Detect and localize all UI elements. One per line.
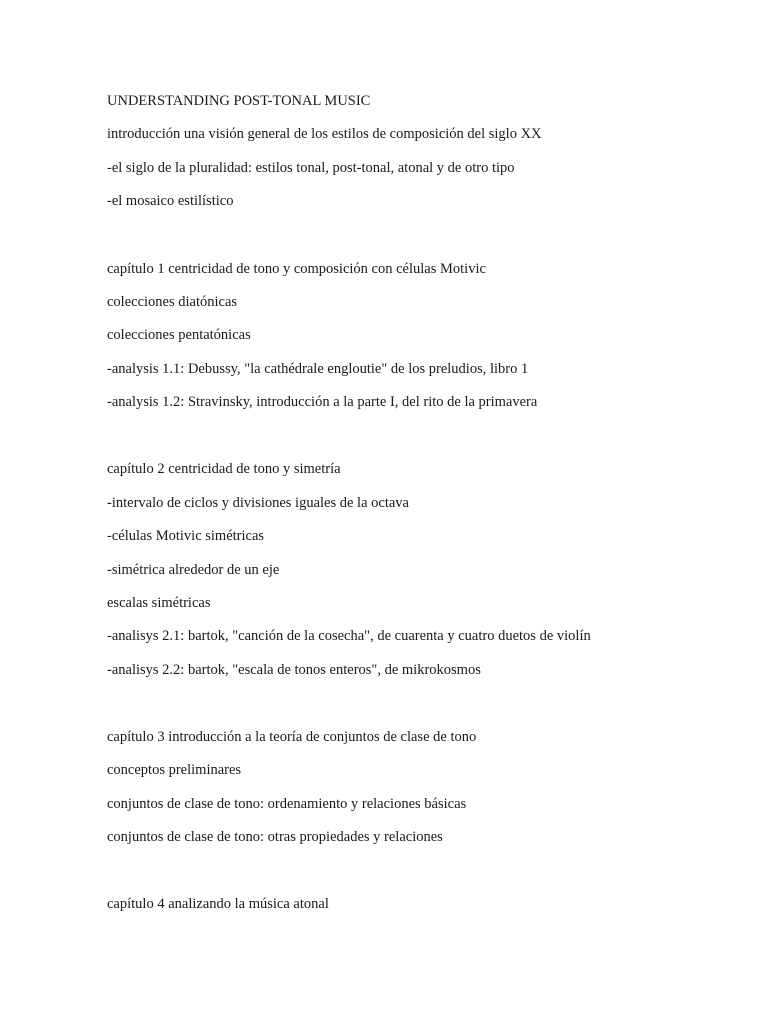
chapter-1-item: colecciones pentatónicas <box>107 327 251 343</box>
intro-item: -el siglo de la pluralidad: estilos tonal, post-tonal, atonal y de otro tipo <box>107 160 515 176</box>
chapter-1-item: colecciones diatónicas <box>107 294 238 310</box>
chapter-1-item: -analysis 1.2: Stravinsky, introducción a la parte I, del rito de la primavera <box>107 394 538 410</box>
chapter-2-item: escalas simétricas <box>107 595 211 611</box>
chapter-2-item: -analisys 2.1: bartok, "canción de la cosecha", de cuarenta y cuatro duetos de violín <box>107 628 591 644</box>
chapter-1-item: -analysis 1.1: Debussy, "la cathédrale engloutie" de los preludios, libro 1 <box>107 361 529 377</box>
chapter-3-item: conjuntos de clase de tono: otras propiedades y relaciones <box>107 829 443 845</box>
chapter-2-item: -analisys 2.2: bartok, "escala de tonos enteros", de mikrokosmos <box>107 662 481 678</box>
intro-item: -el mosaico estilístico <box>107 193 234 209</box>
chapter-3-heading: capítulo 3 introducción a la teoría de conjuntos de clase de tono <box>107 729 477 745</box>
chapter-3-item: conjuntos de clase de tono: ordenamiento y relaciones básicas <box>107 796 467 812</box>
chapter-2-item: -células Motivic simétricas <box>107 528 265 544</box>
chapter-3-item: conceptos preliminares <box>107 762 242 778</box>
chapter-2-heading: capítulo 2 centricidad de tono y simetría <box>107 461 341 477</box>
document-title: UNDERSTANDING POST-TONAL MUSIC <box>107 93 371 109</box>
intro-heading: introducción una visión general de los estilos de composición del siglo XX <box>107 126 542 142</box>
chapter-1-heading: capítulo 1 centricidad de tono y composición con células Motivic <box>107 261 486 277</box>
chapter-4-heading: capítulo 4 analizando la música atonal <box>107 896 329 912</box>
chapter-2-item: -simétrica alrededor de un eje <box>107 562 280 578</box>
chapter-2-item: -intervalo de ciclos y divisiones iguales de la octava <box>107 495 409 511</box>
